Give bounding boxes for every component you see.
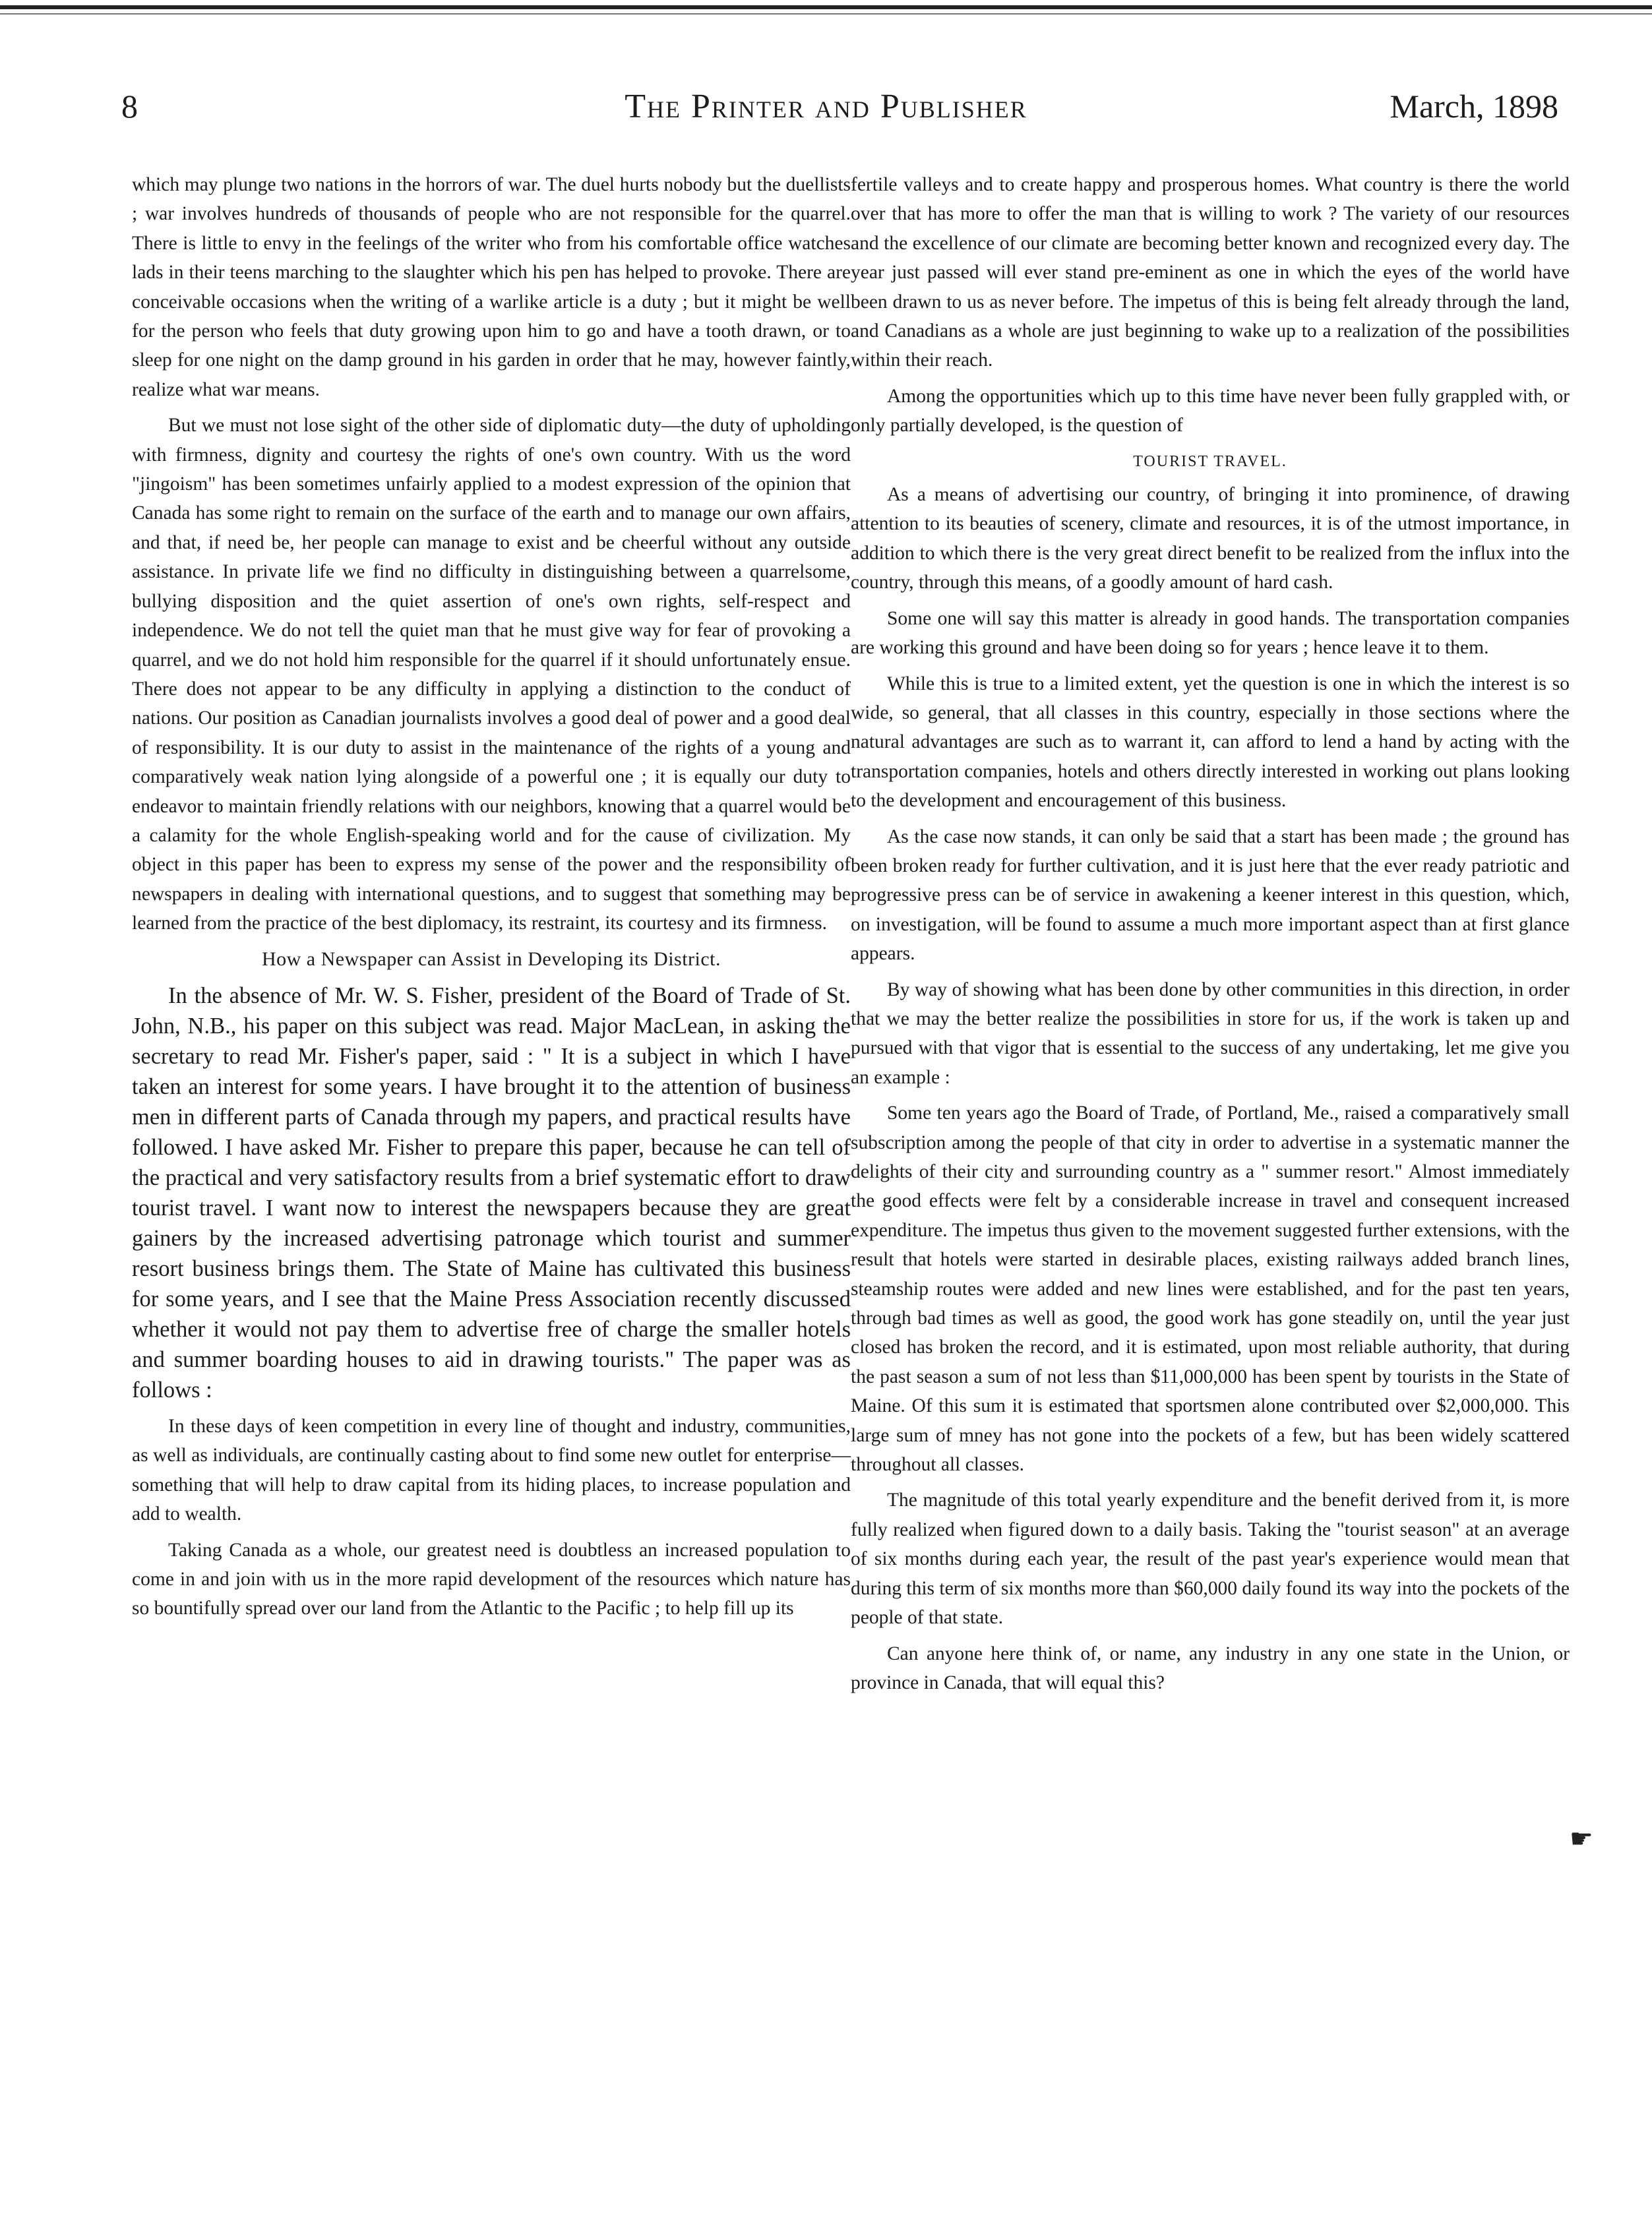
right-paragraph-4: Some one will say this matter is already in good hands. The transportation companies are working this ground and have been doing so for years ; hence leave it to them. [851,607,1570,659]
right-column [851,170,1570,1704]
right-paragraph-6: As the case now stands, it can only be said that a start has been made ; the ground has been broken ready for further cultivation, and it is just here that the ever ready patriotic and progressive press can be of service in awakening a keener interest in this question, which, on investigation, will be found to assume a much more important aspect than at first glance appears. [851,826,1570,965]
left-paragraph-4: In these days of keen competition in every line of thought and industry, communities, as well as individuals, are continually casting about to find some new outlet for enterprise—something that will help to draw capital from its hiding places, to increase population and add to wealth. [132,1415,851,1525]
right-paragraph-3: As a means of advertising our country, of bringing it into prominence, of drawing attention to its beauties of scenery, climate and resources, it is of the utmost importance, in addition to which there is the very great direct benefit to be realized from the influx into the country, through this means, of a goodly amount of hard cash. [851,484,1570,593]
left-paragraph-2: But we must not lose sight of the other side of diplomatic duty—the duty of upholding with firmness, dignity and courtesy the rights of one's own country. With us the word "jingoism" has been sometimes unfairly applied to a modest expression of the opinion that Canada has some right to remain on the surface of the earth and to manage our own affairs, and that, if need be, her people can manage to exist and be cheerful without any outside assistance. In private life we find no difficulty in distinguishing between a quarrelsome, bullying disposition and the quiet assertion of one's own rights, self-respect and independence. We do not tell the quiet man that he must give way for fear of provoking a quarrel, and we do not hold him responsible for the quarrel if it should unfortunately ensue. There does not appear to be any difficulty in applying a distinction to the conduct of nations. Our position as Canadian journalists involves a good deal of power and a good deal of responsibility. It is our duty to assist in the maintenance of the rights of a young and comparatively weak nation lying alongside of a powerful one ; it is equally our duty to endeavor to maintain friendly relations with our neighbors, knowing that a quarrel would be a calamity for the whole English-speaking world and for the cause of civilization. My object in this paper has been to express my sense of the power and the responsibility of newspapers in dealing with international questions, and to suggest that something may be learned from the practice of the best diplomacy, its restraint, its courtesy and its firmness. [132,415,851,934]
left-paragraph-5: Taking Canada as a whole, our greatest need is doubtless an increased population to come in and join with us in the more rapid development of the resources which nature has so bountifully spread over our land from the Atlantic to the Pacific ; to help fill up its [132,1539,851,1619]
top-rule [0,5,1652,9]
section-heading-tourist-travel: TOURIST TRAVEL. [1133,452,1287,470]
section-heading-newspaper-district: How a Newspaper can Assist in Developing its District. [261,948,721,970]
right-paragraph-5: While this is true to a limited extent, yet the question is one in which the interest is so wide, so general, that all classes in this country, especially in those sections where the natural advantages are such as to warrant it, can afford to lend a hand by acting with the transportation companies, hotels and others directly interested in working out plans looking to the development and encouragement of this business. [851,673,1570,812]
page-header [0,87,1652,140]
issue-date: March, 1898 [1390,88,1558,125]
right-paragraph-8: Some ten years ago the Board of Trade, of Portland, Me., raised a comparatively small subscription among the people of that city in order to advertise in a systematic manner the delights of their city and surrounding country as a " summer resort." Almost immediately the good effects were felt by a considerable increase in travel and consequent increased expenditure. The impetus thus given to the movement suggested further extensions, with the result that hotels were started in desirable places, existing railways added branch lines, steamship routes were added and new lines were established, and for the past ten years, through bad times as well as good, the good work has gone steadily on, until the year just closed has broken the record, and it is estimated, upon most reliable authority, that during the past season a sum of not less than $11,000,000 has been spent by tourists in the State of Maine. Of this sum it is estimated that sportsmen alone contributed over $2,000,000. This large sum of mney has not gone into the pockets of a few, but has been widely scattered throughout all classes. [851,1103,1570,1476]
right-paragraph-2: Among the opportunities which up to this time have never been fully grappled with, or only partially developed, is the question of [851,385,1570,437]
left-paragraph-1: which may plunge two nations in the horrors of war. The duel hurts nobody but the duellists ; war involves hundreds of thousands of people who are not responsible for the quarrel. There is little to envy in the feelings of the writer who from his comfortable office watches lads in their teens marching to the slaughter which his pen has helped to provoke. There are conceivable occasions when the writing of a warlike article is a duty ; but it might be well for the person who feels that duty growing upon him to go and have a tooth drawn, or to sleep for one night on the damp ground in his garden in order that he may, however faintly, realize what war means. [132,174,851,400]
page-number: 8 [121,88,138,125]
top-rule-thin [0,13,1652,15]
left-paragraph-3: In the absence of Mr. W. S. Fisher, president of the Board of Trade of St. John, N.B., his paper on this subject was read. Major MacLean, in asking the secretary to read Mr. Fisher's paper, said : " It is a subject in which I have taken an interest for some years. I have brought it to the attention of business men in different parts of Canada through my papers, and practical results have followed. I have asked Mr. Fisher to prepare this paper, because he can tell of the practical and very satisfactory results from a brief systematic effort to draw tourist travel. I want now to interest the newspapers because they are great gainers by the increased advertising patronage which tourist and summer resort business brings them. The State of Maine has cultivated this business for some years, and I see that the Maine Press Association recently discussed whether it would not pay them to advertise free of charge the smaller hotels and summer boarding houses to aid in drawing tourists." The paper was as follows : [132,982,851,1403]
right-paragraph-1: fertile valleys and to create happy and prosperous homes. What country is there the world over that has more to offer the man that is willing to work ? The variety of our resources and the excellence of our climate are becoming better known and recognized every day. The year just passed will ever stand pre-eminent as one in which the eyes of the world have been drawn to us as never before. The impetus of this is being felt already through the land, and Canadians as a whole are just beginning to wake up to a realization of the possibilities within their reach. [851,174,1570,371]
journal-title: The Printer and Publisher [625,88,1027,125]
right-paragraph-10: Can anyone here think of, or name, any industry in any one state in the Union, or province in Canada, that will equal this? [851,1643,1570,1693]
margin-pointer-mark: ☛ [1570,1824,1593,1854]
right-paragraph-9: The magnitude of this total yearly expenditure and the benefit derived from it, is more fully realized when figured down to a daily basis. Taking the "tourist season" at an average of six months during each year, the result of the past year's experience would mean that during this term of six months more than $60,000 daily found its way into the pockets of the people of that state. [851,1490,1570,1629]
right-paragraph-7: By way of showing what has been done by other communities in this direction, in order that we may the better realize the possibilities in store for us, if the work is taken up and pursued with that vigor that is essential to the success of any undertaking, let me give you an example : [851,979,1570,1088]
left-column [132,170,851,1630]
